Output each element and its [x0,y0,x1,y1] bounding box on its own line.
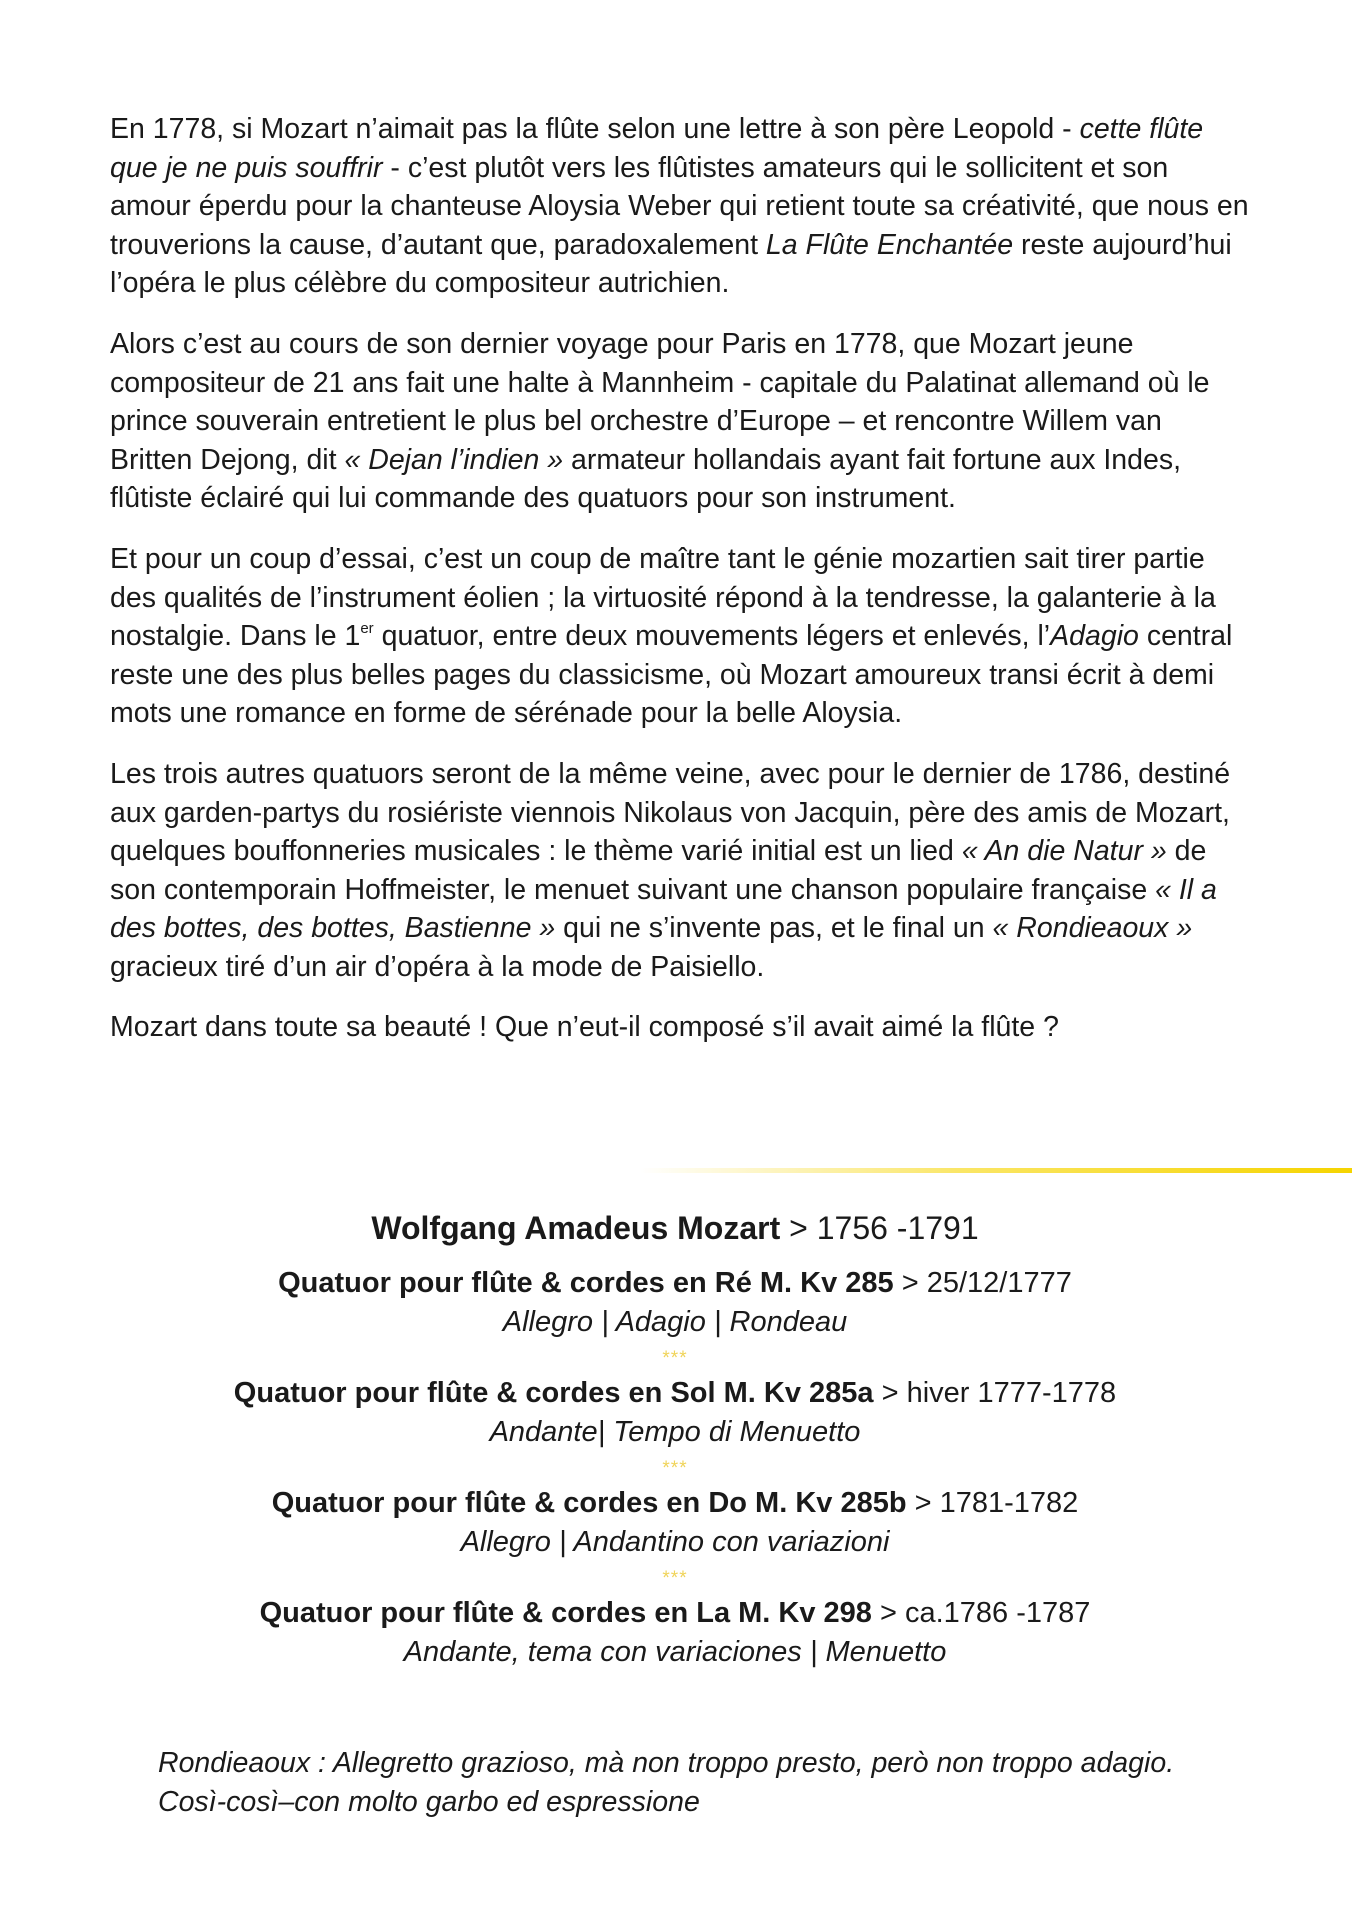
essay-paragraph-3 [110,540,1250,733]
work-date: > hiver 1777-1778 [881,1377,1117,1409]
text-run: central reste une des plus belles pages du classicisme, où Mozart amoureux transi écrit à demi mots une romance en forme de sérénade pour la belle Aloysia. [110,620,1233,730]
work-1 [100,1264,1250,1342]
text-run: armateur hollandais ayant fait fortune aux Indes, flûtiste éclairé qui lui commande des quatuors pour son instrument. [110,443,1181,515]
work-title: Quatuor pour flûte & cordes en Ré M. Kv 285 [278,1267,894,1299]
movement-detail-line: Rondieaoux : Allegretto grazioso, mà non troppo presto, però non troppo adagio. [158,1747,1175,1779]
text-run: reste aujourd’hui l’opéra le plus célèbre du compositeur autrichien. [110,228,1232,300]
essay-paragraph-5 [110,1008,1250,1047]
movement-detail-line: Così-così–con molto garbo ed espressione [158,1785,700,1818]
essay-paragraph-1 [110,110,1250,303]
separator-stars: *** [662,1568,688,1589]
essay-paragraph-2 [110,325,1250,518]
work-title: Quatuor pour flûte & cordes en La M. Kv 298 [259,1597,872,1629]
text-run: En 1778, si Mozart n’aimait pas la flûte selon une lettre à son père Leopold - [110,113,1080,145]
italic-run: « An die Natur » [961,835,1167,868]
work-date: > 1781-1782 [914,1487,1079,1519]
movement-details [158,1744,1258,1821]
work-title: Quatuor pour flûte & cordes en Do M. Kv 285b [271,1487,907,1519]
text-run: Et pour un coup d’essai, c’est un coup de maître tant le génie mozartien sait tirer partie des qualités de l’instrument éolien ; la virtuosité répond à la tendresse, la galanterie à la nostalgie. Dans le 1 [110,542,1216,653]
text-run: Mozart dans toute sa beauté ! Que n’eut-il composé s’il avait aimé la flûte ? [110,1011,1059,1044]
text-run: de son contemporain Hoffmeister, le menuet suivant une chanson populaire française [110,835,1207,906]
work-3 [100,1484,1250,1562]
work-movements: Andante| Tempo di Menuetto [489,1416,861,1448]
separator-stars: *** [662,1458,688,1479]
composer-dates: > 1756 -1791 [789,1210,979,1246]
essay-paragraph-4 [110,755,1250,987]
composer-line [100,1206,1250,1250]
program [100,1206,1250,1672]
text-run: Les trois autres quatuors seront de la même veine, avec pour le dernier de 1786, destiné aux garden-partys du rosiériste viennois Nikolaus von Jacquin, père des amis de Mozart, quelques bouffonneries musicales : le thème varié initial est un lied [110,757,1231,868]
italic-run: « Rondieaoux » [992,912,1193,945]
composer-name: Wolfgang Amadeus Mozart [371,1210,781,1246]
italic-run: Adagio [1050,620,1139,653]
italic-run: « Dejan l’indien » [344,443,564,476]
work-movements: Andante, tema con variaciones | Menuetto [403,1636,947,1668]
text-run: - c’est plutôt vers les flûtistes amateurs qui le sollicitent et son amour éperdu pour la chanteuse Aloysia Weber qui retient toute sa créativité, que nous en trouverions la cause, d’autant que, paradoxalement [110,151,1249,261]
yellow-divider [640,1168,1352,1173]
superscript-run: er [360,620,374,638]
italic-run: La Flûte Enchantée [765,228,1014,261]
work-movements: Allegro | Adagio | Rondeau [502,1306,848,1338]
work-date: > 25/12/1777 [901,1267,1072,1299]
essay [110,110,1250,1047]
italic-run: « Il a des bottes, des bottes, Bastienne » [110,873,1217,945]
work-4 [100,1594,1250,1672]
separator-stars: *** [662,1348,688,1369]
italic-run: cette flûte que je ne puis souffrir [110,113,1204,184]
text-run: quatuor, entre deux mouvements légers et enlevés, l’ [373,620,1051,653]
text-run: Alors c’est au cours de son dernier voyage pour Paris en 1778, que Mozart jeune compositeur de 21 ans fait une halte à Mannheim - capitale du Palatinat allemand où le prince souverain entretient le plus bel orchestre d’Europe – et rencontre Willem van Britten Dejong, dit [110,327,1210,476]
work-date: > ca.1786 -1787 [879,1597,1091,1629]
work-2 [100,1374,1250,1452]
work-movements: Allegro | Andantino con variazioni [460,1526,890,1558]
text-run: gracieux tiré d’un air d’opéra à la mode de Paisiello. [110,950,765,983]
text-run: qui ne s’invente pas, et le final un [555,912,993,945]
work-title: Quatuor pour flûte & cordes en Sol M. Kv 285a [233,1377,874,1409]
